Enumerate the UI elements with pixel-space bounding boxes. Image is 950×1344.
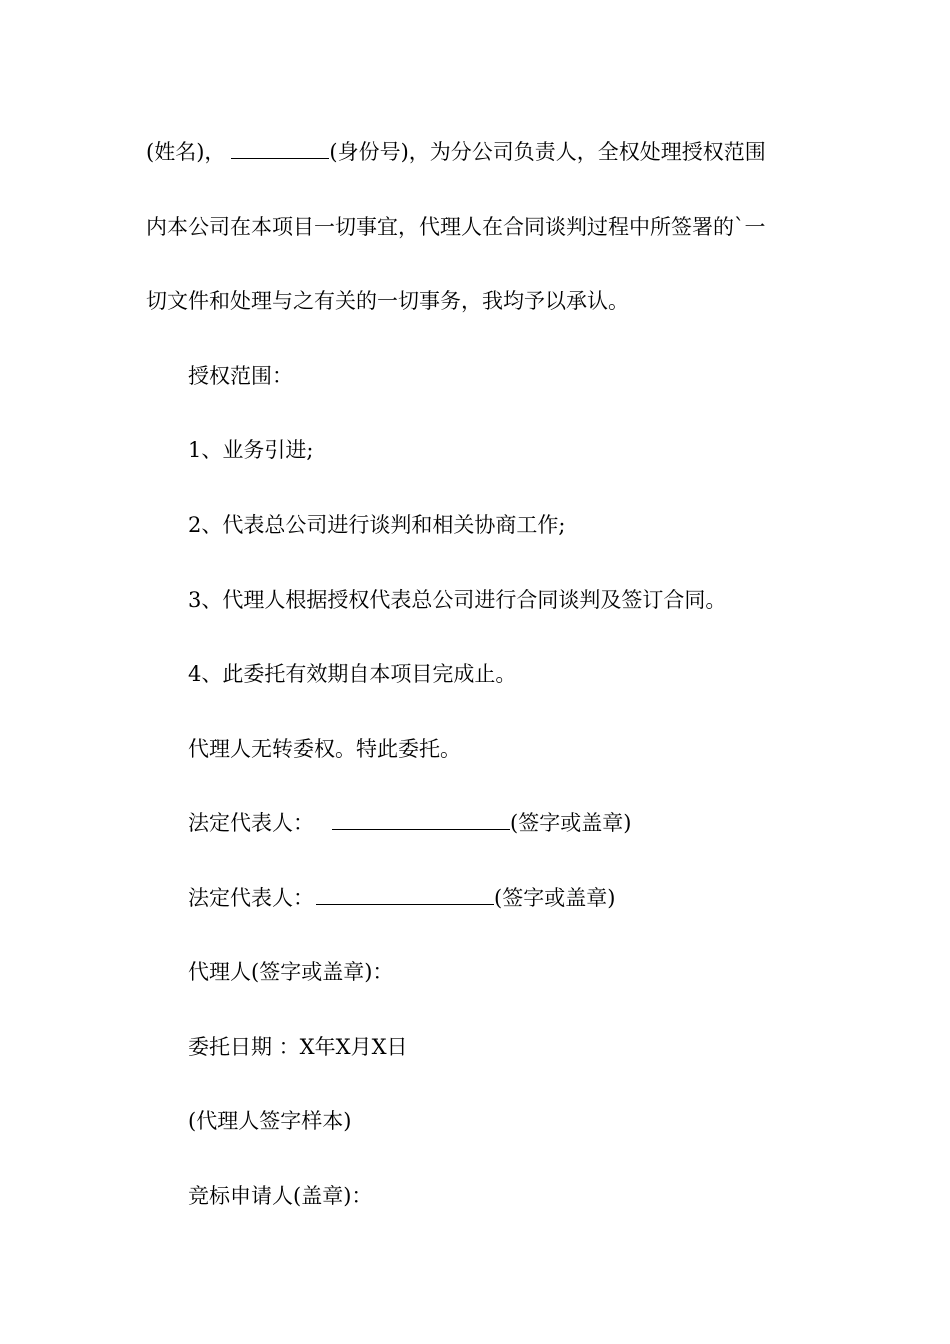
legal-rep-line-1 bbox=[188, 808, 631, 838]
id-number-text: (身份号)，为分公司负责人，全权处理授权范围 bbox=[329, 140, 766, 164]
agent-sample-line: (代理人签字样本) bbox=[188, 1109, 352, 1133]
legal-rep-label-1: 法定代表人： bbox=[188, 811, 314, 835]
name-label: (姓名)， bbox=[146, 140, 226, 164]
legal-rep-sign-note-2: (签字或盖章) bbox=[494, 886, 616, 910]
date-line: 委托日期 ：X年X月X日 bbox=[188, 1035, 408, 1059]
scope-item-3: 3、代理人根据授权代表总公司进行合同谈判及签订合同。 bbox=[188, 588, 727, 612]
id-number-blank bbox=[231, 139, 329, 159]
legal-rep-line-2 bbox=[188, 883, 615, 913]
scope-item-1: 1、业务引进; bbox=[188, 438, 314, 462]
legal-rep-signature-blank-2 bbox=[316, 885, 494, 905]
agent-signature-line: 代理人(签字或盖章)： bbox=[188, 960, 394, 984]
legal-rep-sign-note-1: (签字或盖章) bbox=[510, 811, 632, 835]
legal-rep-signature-blank-1 bbox=[332, 810, 510, 830]
paragraph-line-2: 内本公司在本项目一切事宜，代理人在合同谈判过程中所签署的`一 bbox=[146, 215, 766, 239]
paragraph-line-1 bbox=[146, 137, 766, 167]
legal-rep-label-2: 法定代表人： bbox=[188, 886, 314, 910]
paragraph-line-3: 切文件和处理与之有关的一切事务，我均予以承认。 bbox=[146, 289, 629, 313]
scope-item-4: 4、此委托有效期自本项目完成止。 bbox=[188, 662, 517, 686]
bidder-seal-line: 竞标申请人(盖章)： bbox=[188, 1184, 373, 1208]
no-transfer-statement: 代理人无转委权。特此委托。 bbox=[188, 737, 461, 761]
scope-item-2: 2、代表总公司进行谈判和相关协商工作; bbox=[188, 513, 566, 537]
scope-heading: 授权范围： bbox=[188, 364, 293, 388]
